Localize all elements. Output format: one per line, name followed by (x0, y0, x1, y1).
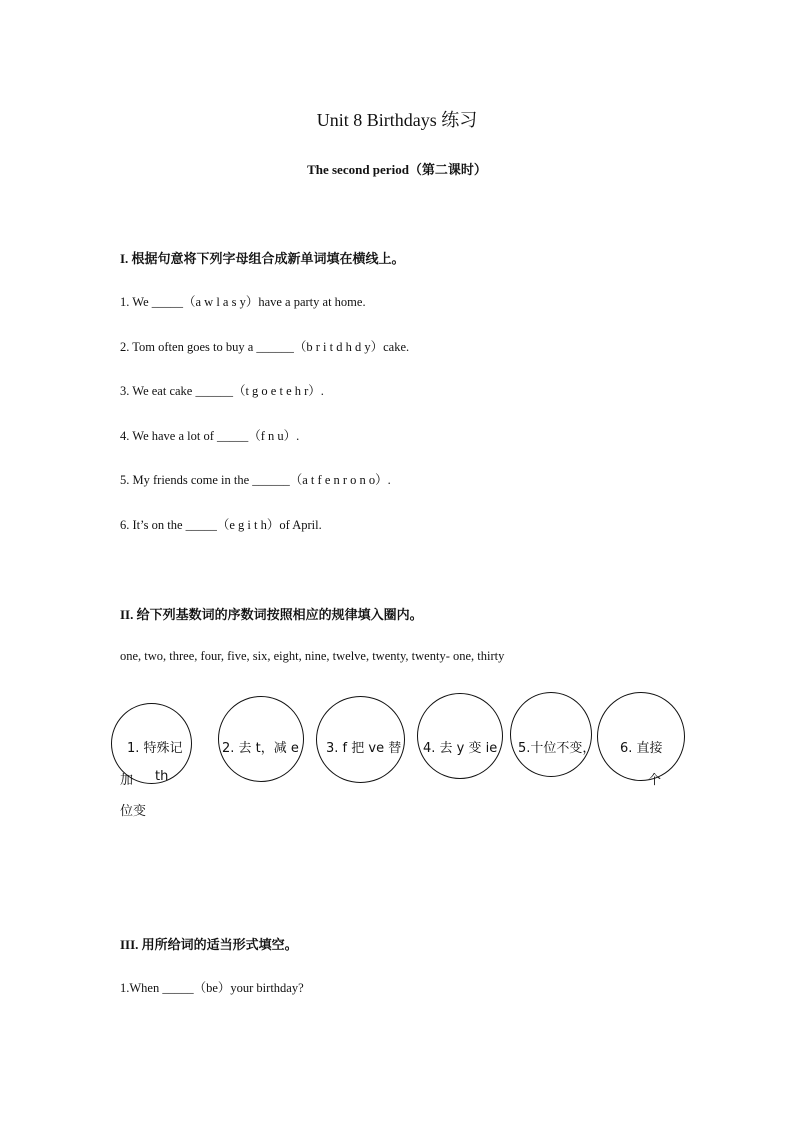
overflow-text-ge: 个 (648, 773, 662, 788)
question-1-1: 1. We _____（a w l a s y）have a party at home. (120, 295, 366, 309)
page-title: Unit 8 Birthdays 练习 (316, 110, 478, 130)
question-1-3: 3. We eat cake ______（t g o e t e h r）. (120, 384, 324, 398)
circle-2-label: 2. 去 t，减 e (222, 741, 299, 756)
section-2-heading: II. 给下列基数词的序数词按照相应的规律填入圈内。 (120, 607, 423, 622)
cardinal-word-list: one, two, three, four, five, six, eight, nine, twelve, twenty, twenty- one, thirty (120, 649, 505, 663)
question-1-5: 5. My friends come in the ______（a t f e n r o n o）. (120, 473, 391, 487)
section-3-heading: III. 用所给词的适当形式填空。 (120, 937, 298, 952)
overflow-text-jia: 加 (120, 773, 134, 788)
circle-1-label: 1. 特殊记 (127, 741, 183, 756)
question-3-1: 1.When _____（be）your birthday? (120, 981, 304, 995)
answer-circle-4 (417, 693, 503, 779)
circle-6-label: 6. 直接 (620, 741, 663, 756)
circle-4-label: 4. 去 y 变 ie (423, 741, 498, 756)
question-1-6: 6. It’s on the _____（e g i t h）of April. (120, 518, 322, 532)
circle-5-label: 5.十位不变， (518, 741, 596, 756)
question-1-4: 4. We have a lot of _____（f n u）. (120, 429, 300, 443)
circle-3-label: 3. f 把 ve 替 (326, 741, 402, 756)
answer-circle-5 (510, 692, 592, 777)
page-subtitle: The second period（第二课时） (307, 162, 487, 177)
section-1-heading: I. 根据句意将下列字母组合成新单词填在横线上。 (120, 251, 405, 266)
overflow-text-th: th (155, 769, 169, 784)
question-1-2: 2. Tom often goes to buy a ______（b r i t d h d y）cake. (120, 340, 410, 354)
overflow-text-weibian: 位变 (120, 804, 147, 819)
